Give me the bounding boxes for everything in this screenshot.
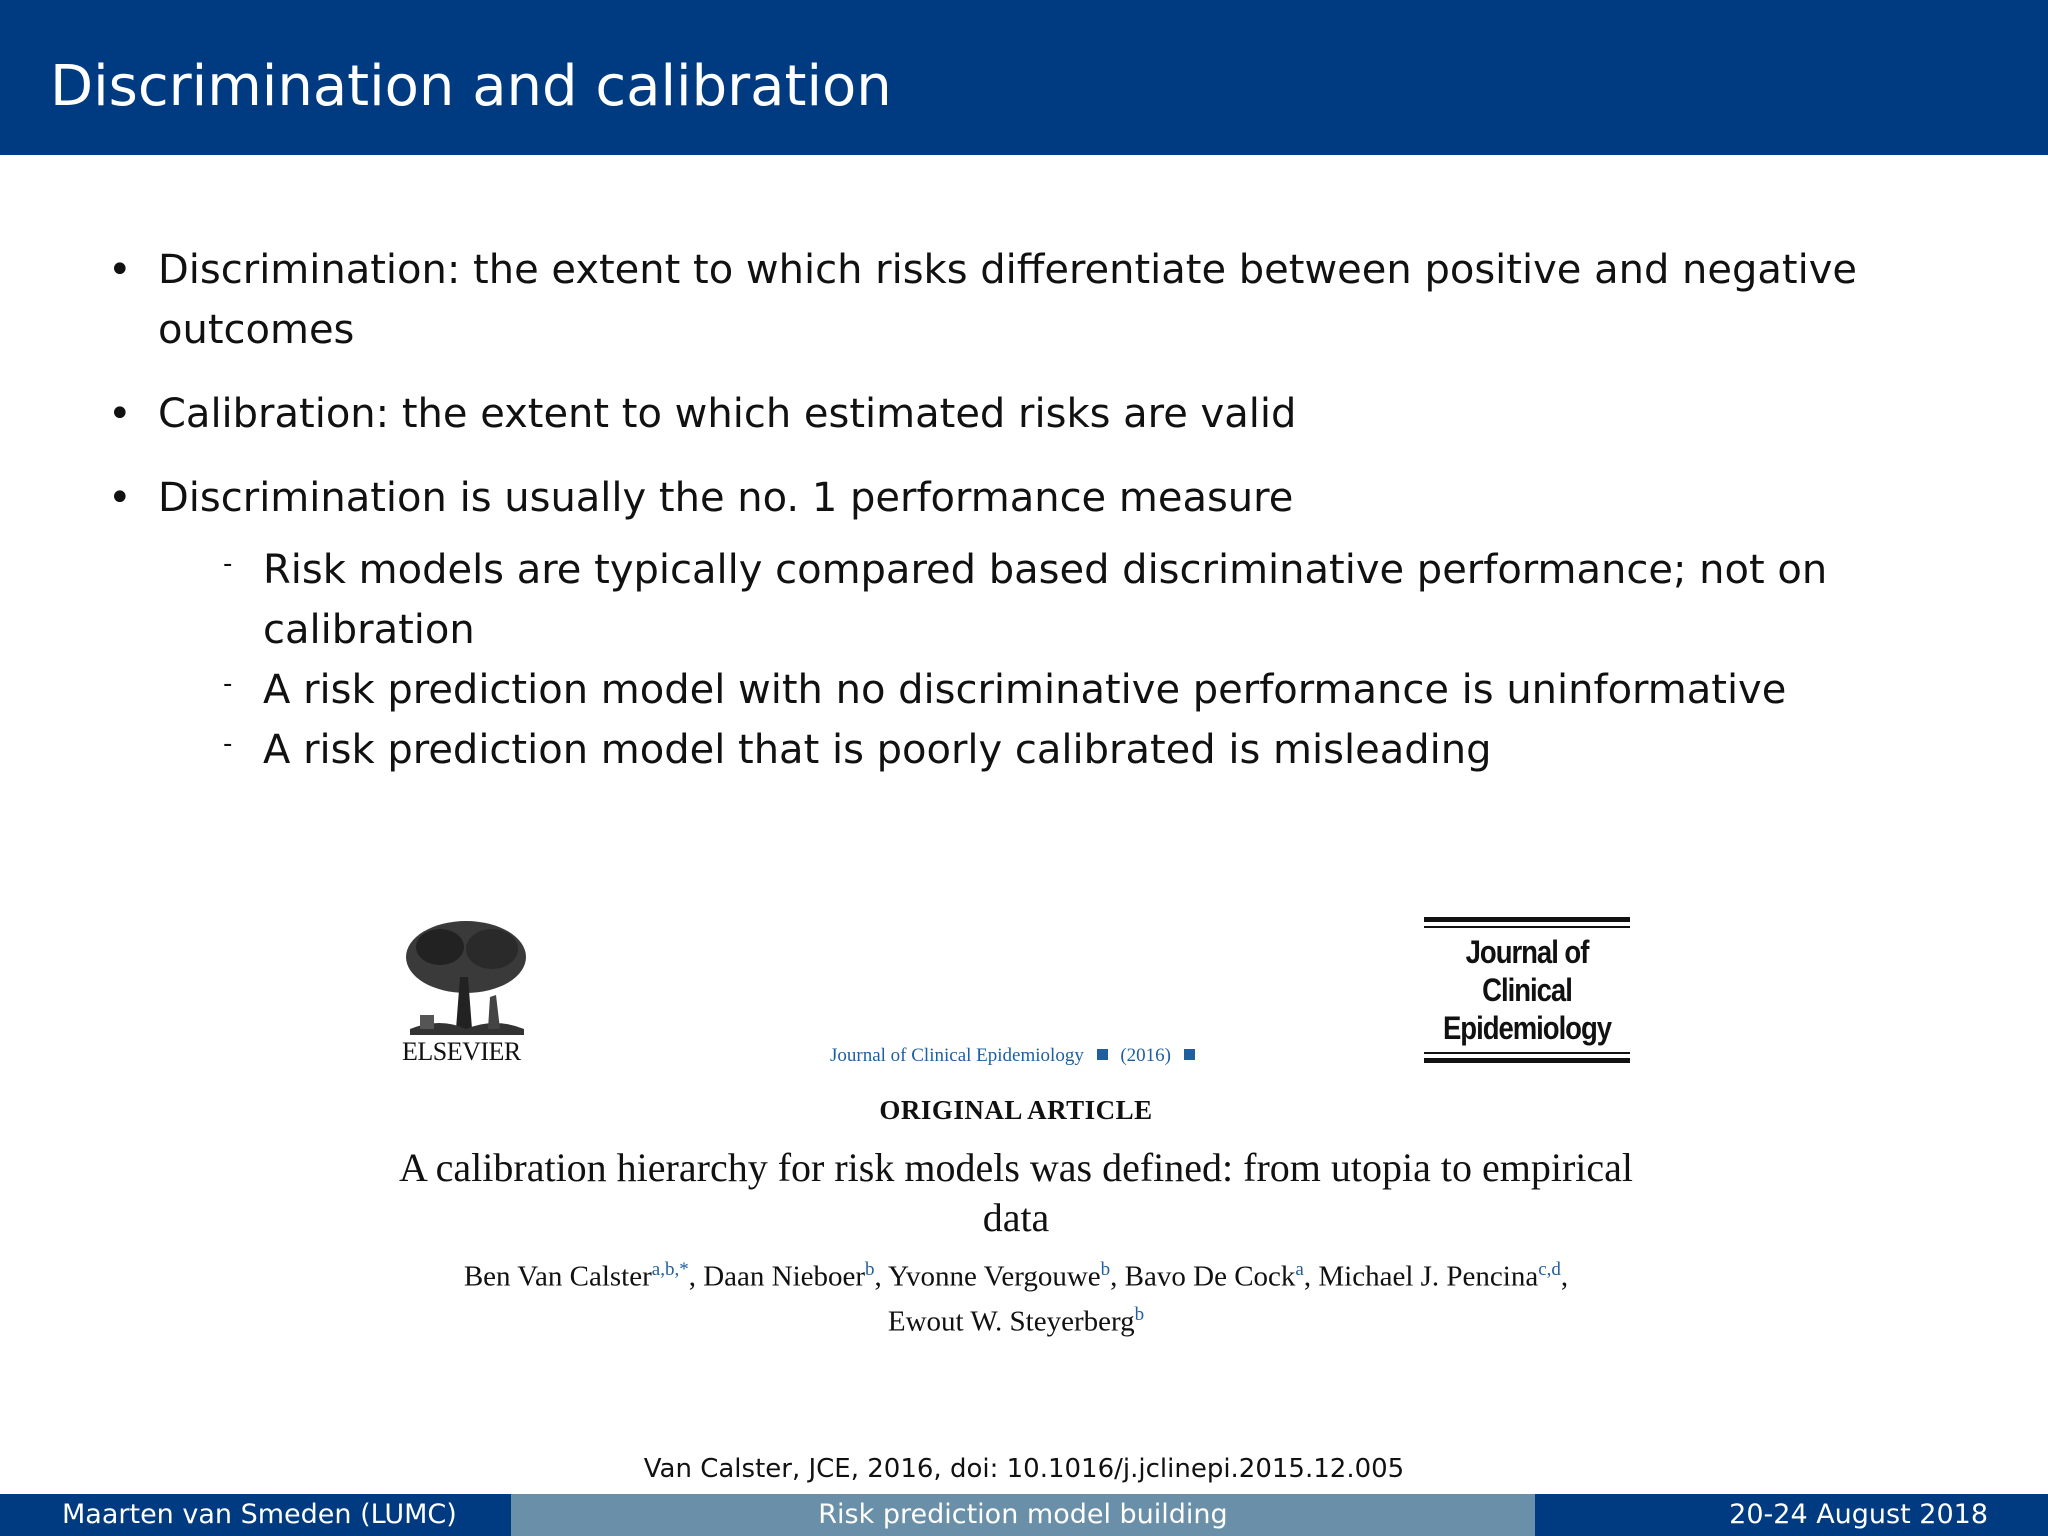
bullet-dot: • [108,475,132,521]
bullet-item [108,468,1928,528]
sub-bullet-list [108,540,1928,780]
article-title: A calibration hierarchy for risk models was defined: from utopia to empirical data [398,1145,1634,1240]
bullet-text: Discrimination: the extent to which risks differentiate between positive and negative outcomes [158,247,1857,353]
square-icon [1097,1049,1108,1060]
title-bar [0,0,2048,155]
footer-bar [0,1494,2048,1536]
sub-bullet-text: Risk models are typically compared based discriminative performance; not on calibration [263,547,1828,653]
article-header-image [396,915,1636,1345]
sub-bullet-item [108,540,1928,660]
bullet-item [108,240,1928,360]
dash-marker: - [223,669,233,699]
citation: Van Calster, JCE, 2016, doi: 10.1016/j.jclinepi.2015.12.005 [643,1454,1405,1484]
bullet-dot: • [108,247,132,293]
sub-bullet-item [108,720,1928,780]
bullet-text: Calibration: the extent to which estimated risks are valid [158,391,1297,437]
footer-author: Maarten van Smeden (LUMC) [0,1494,511,1536]
footer-date: 20-24 August 2018 [1535,1494,2048,1536]
journal-logo [1424,915,1630,1065]
sub-bullet-text: A risk prediction model with no discriminative performance is uninformative [263,667,1787,713]
article-authors: Ben Van Calster$^{a,b,*}$, Daan Nieboer$^b$, Yvonne Vergouwe$^b$, Bavo De Cock$^a$, Michael J. Pencina$^{c,d}$, Ewout W. Steyerberg$^b$ [463,1259,1569,1338]
dash-marker: - [223,549,233,579]
bullet-item [108,384,1928,444]
article-section: ORIGINAL ARTICLE [879,1095,1153,1125]
dash-marker: - [223,729,233,759]
sub-bullet-text: A risk prediction model that is poorly calibrated is misleading [263,727,1492,773]
bullet-dot: • [108,391,132,437]
bullet-text: Discrimination is usually the no. 1 performance measure [158,475,1294,521]
footer-title: Risk prediction model building [511,1494,1535,1536]
slide-title: Discrimination and calibration [50,54,892,119]
bullet-list [108,240,1928,780]
journal-reference: Journal of Clinical Epidemiology (2016) [830,1045,1203,1067]
publisher-name: ELSEVIER [402,1037,521,1066]
sub-bullet-item [108,660,1928,720]
journal-logo-text: Journal of Clinical Epidemiology [1442,934,1612,1046]
square-icon [1184,1049,1195,1060]
